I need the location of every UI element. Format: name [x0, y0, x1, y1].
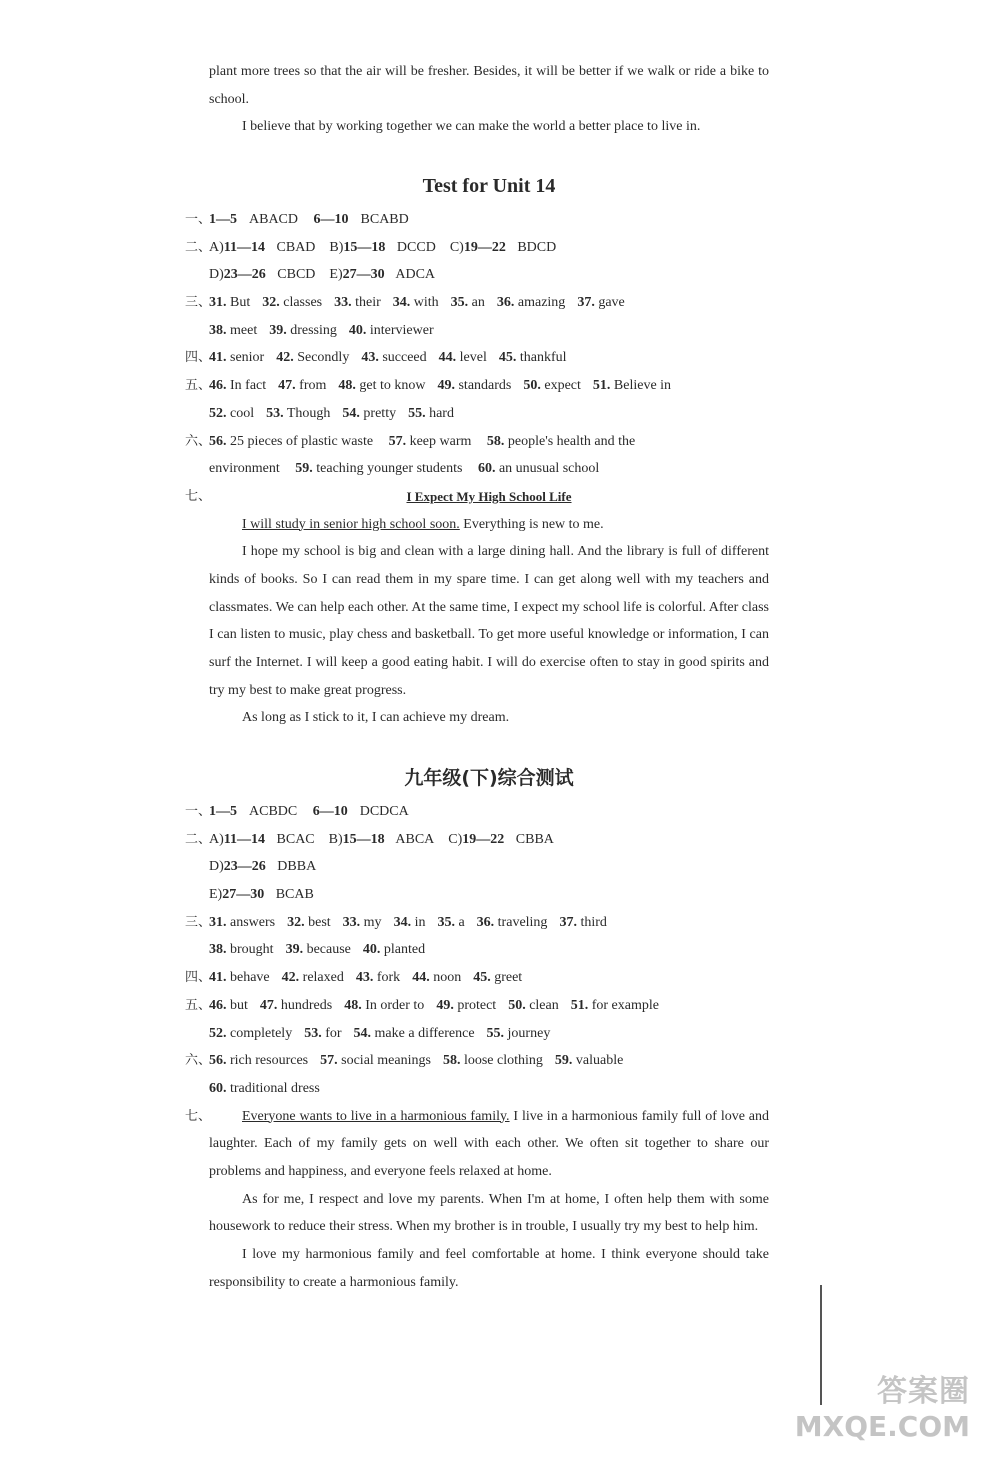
item-number: 50.	[523, 378, 541, 394]
group-prefix: C)	[448, 831, 463, 847]
essay-paragraph-1	[209, 511, 769, 539]
item-answer: behave	[226, 970, 270, 986]
unit14-part5-row2	[209, 400, 769, 428]
answer-item	[408, 406, 454, 421]
item-number: 42.	[276, 350, 294, 366]
item-answer: dressing	[286, 322, 337, 338]
answer-item	[282, 970, 344, 985]
item-answer: classes	[279, 295, 323, 311]
item-number: 34.	[393, 914, 412, 930]
answer-item	[477, 915, 548, 930]
item-number: 55.	[486, 1025, 505, 1041]
group-list	[209, 267, 435, 282]
item-number: 56.	[209, 433, 227, 449]
item-number: 52.	[209, 1025, 227, 1041]
item-number: 42.	[281, 970, 300, 986]
unit14-part2-row2	[209, 261, 769, 289]
essay-text: I live in a harmonious family full of love and laughter. Each of my family gets on well with each other. We often sit together to share our problems and happiness, and everyone feels relaxed at home.	[209, 1108, 770, 1179]
item-answer: brought	[226, 942, 274, 958]
essay-topic-sentence: I will study in senior high school soon.	[242, 516, 460, 532]
item-answer: an	[468, 295, 485, 311]
answer-item	[523, 378, 581, 393]
answer-item	[361, 350, 426, 365]
answers: ABACD	[249, 212, 299, 227]
answer-item	[209, 915, 275, 930]
group-answers: CBCD	[273, 267, 316, 283]
item-number: 59.	[295, 461, 313, 477]
item-number: 32.	[262, 295, 280, 311]
item-answer: thankful	[516, 350, 567, 366]
item-number: 38.	[209, 942, 227, 958]
answer-item	[451, 295, 485, 310]
group-list	[209, 240, 556, 255]
item-answer: an unusual school	[498, 461, 600, 477]
answer-item	[356, 970, 400, 985]
group-range: 19—22	[463, 239, 506, 255]
item-number: 44.	[412, 970, 430, 986]
part-label: 五、	[185, 378, 212, 394]
item-answer: but	[226, 997, 248, 1013]
answer-item	[571, 998, 659, 1013]
comprehensive-test-title: 九年级(下)综合测试	[404, 767, 574, 789]
item-answer: environment	[209, 461, 280, 477]
range: 1—5	[209, 212, 237, 227]
answer-item	[269, 323, 337, 338]
item-number: 48.	[344, 997, 362, 1013]
comp-part5-row2	[209, 1020, 769, 1048]
answer-item	[266, 406, 330, 421]
item-answer: Secondly	[293, 350, 350, 366]
group-prefix: D)	[209, 859, 224, 875]
item-number: 41.	[209, 350, 227, 366]
answers: BCABD	[360, 212, 409, 227]
item-answer: expect	[540, 378, 581, 394]
comp-part2-row3	[209, 881, 769, 909]
item-list	[209, 998, 659, 1013]
part-label: 三、	[185, 295, 212, 311]
unit14-section	[185, 166, 769, 732]
essay-text: Everything is new to me.	[459, 516, 604, 532]
item-list	[209, 970, 522, 985]
intro-block	[209, 58, 769, 141]
item-number: 60.	[477, 461, 496, 477]
item-list	[209, 350, 567, 365]
unit14-part4-row1	[185, 344, 769, 372]
item-answer: cool	[226, 405, 255, 421]
item-number: 45.	[473, 970, 491, 986]
item-list	[209, 406, 454, 421]
answer-item	[209, 406, 254, 421]
item-number: 39.	[285, 942, 304, 958]
answer-group	[209, 267, 315, 282]
item-list	[209, 1081, 320, 1096]
item-number: 55.	[408, 405, 426, 421]
answer-item	[499, 350, 567, 365]
answer-group	[448, 832, 554, 847]
answer-item	[437, 378, 511, 393]
item-number: 50.	[508, 997, 526, 1013]
item-answer: my	[360, 914, 382, 930]
group-answers: ADCA	[392, 267, 436, 283]
item-answer: succeed	[378, 350, 427, 366]
answer-item	[320, 1053, 431, 1068]
answer-item	[437, 915, 464, 930]
item-list	[209, 915, 607, 930]
essay-paragraph-3: As long as I stick to it, I can achieve my dream.	[242, 710, 510, 726]
item-answer: Though	[283, 405, 331, 421]
unit14-part2-row1	[185, 234, 769, 262]
answer-item	[209, 942, 274, 957]
essay-paragraph-2: I hope my school is big and clean with a large dining hall. And the library is full of different kinds of books. So I can read them in my spare time. I can get along well with my teachers and classmates. We can help each other. At the same time, I expect my school life is colorful. After class I can listen to music, play chess and basketball. To get more useful knowledge or information, I can surf the Internet. I will keep a good eating habit. I will do exercise often to stay in good spirits and try my best to make great progress.	[209, 544, 769, 698]
group-prefix: A)	[209, 831, 224, 847]
item-answer: completely	[226, 1025, 293, 1041]
answer-item	[342, 406, 396, 421]
item-answer: interviewer	[366, 322, 434, 338]
answer-group	[329, 267, 435, 282]
answer-item	[276, 350, 349, 365]
answer-group	[209, 887, 314, 902]
group-range: 11—14	[223, 239, 266, 255]
item-answer: for	[321, 1025, 342, 1041]
group-answers: BCAB	[272, 887, 314, 903]
item-number: 54.	[353, 1025, 372, 1041]
answer-item	[508, 998, 559, 1013]
answer-item	[209, 1026, 292, 1041]
answer-item	[344, 998, 424, 1013]
watermark	[795, 1366, 970, 1443]
group-range: 27—30	[222, 887, 265, 903]
part-label: 二、	[185, 831, 212, 847]
item-answer: In order to	[361, 997, 425, 1013]
unit14-part6-row2	[209, 455, 769, 483]
item-answer: in	[411, 914, 426, 930]
essay-title: I Expect My High School Life	[406, 488, 572, 504]
answer-group	[450, 240, 556, 255]
essay-topic-sentence: Everyone wants to live in a harmonious family.	[242, 1108, 510, 1124]
answer-item	[593, 378, 671, 393]
answer-item	[577, 295, 624, 310]
item-number: 33.	[334, 295, 352, 311]
answer-item	[439, 350, 487, 365]
range: 1—5	[209, 804, 237, 819]
answer-item	[497, 295, 565, 310]
group-answers: CBBA	[512, 831, 554, 847]
group-answers: DBBA	[273, 859, 317, 875]
comp-part2-row1	[185, 826, 769, 854]
answer-item	[349, 323, 434, 338]
item-answer: meet	[226, 322, 258, 338]
answers: DCDCA	[359, 804, 409, 819]
answer-item	[209, 378, 266, 393]
item-answer: In fact	[226, 378, 267, 394]
part-label: 四、	[185, 350, 212, 366]
item-number: 31.	[209, 295, 227, 311]
comp-part6-row2	[209, 1075, 769, 1103]
item-number: 49.	[437, 378, 455, 394]
part-label: 六、	[185, 433, 212, 449]
comp-part4-row1	[185, 964, 769, 992]
answer-group	[329, 240, 435, 255]
item-number: 40.	[348, 322, 367, 338]
answer-item	[278, 378, 326, 393]
unit14-title: Test for Unit 14	[422, 175, 556, 197]
item-number: 52.	[209, 405, 227, 421]
group-prefix: E)	[329, 267, 343, 283]
answer-item	[363, 942, 425, 957]
item-answer: best	[304, 914, 331, 930]
comp-part1	[185, 798, 769, 826]
item-list	[209, 942, 425, 957]
item-number: 38.	[209, 322, 227, 338]
group-list	[209, 887, 314, 902]
item-number: 43.	[355, 970, 374, 986]
item-answer: keep warm	[409, 433, 472, 449]
item-number: 57.	[388, 433, 407, 449]
answer-item	[393, 295, 439, 310]
group-prefix: B)	[329, 239, 344, 255]
item-number: 46.	[209, 378, 227, 394]
comp-part6-row1	[185, 1047, 769, 1075]
item-answer: a	[454, 914, 465, 930]
item-answer: But	[226, 295, 251, 311]
answer-item	[436, 998, 496, 1013]
item-answer: loose clothing	[460, 1053, 543, 1069]
range: 6—10	[313, 212, 349, 227]
group-answers: BDCD	[513, 239, 557, 255]
item-answer: people's health and the	[507, 433, 636, 449]
item-answer: 25 pieces of plastic waste	[230, 433, 374, 449]
item-list	[209, 323, 434, 338]
item-answer: social meanings	[337, 1053, 431, 1069]
item-number: 53.	[304, 1025, 322, 1041]
part-label: 七、	[185, 488, 212, 504]
part-label: 六、	[185, 1053, 212, 1069]
item-list	[209, 1026, 550, 1041]
item-number: 43.	[361, 350, 379, 366]
item-answer: valuable	[572, 1053, 624, 1069]
part-label: 三、	[185, 914, 212, 930]
item-answer: protect	[453, 997, 497, 1013]
answer-item	[287, 915, 331, 930]
comp-part7	[185, 1103, 770, 1297]
item-number: 48.	[338, 378, 356, 394]
unit14-part7-heading	[185, 483, 769, 511]
item-list	[209, 378, 671, 393]
item-number: 37.	[559, 914, 577, 930]
answer-item	[338, 378, 425, 393]
item-answer: pretty	[359, 405, 397, 421]
item-answer: because	[303, 942, 351, 958]
group-answers: BCAC	[273, 831, 315, 847]
comp-part3-row1	[185, 909, 769, 937]
answer-item	[209, 323, 257, 338]
item-number: 36.	[496, 295, 515, 311]
answer-item	[334, 295, 381, 310]
group-list	[209, 859, 316, 874]
part-label: 二、	[185, 239, 212, 255]
group-range: 23—26	[223, 859, 266, 875]
item-answer: with	[410, 295, 439, 311]
item-number: 58.	[442, 1053, 461, 1069]
answer-item	[304, 1026, 341, 1041]
answer-group	[209, 832, 315, 847]
item-answer: third	[576, 914, 607, 930]
group-prefix: E)	[209, 887, 223, 903]
answer-group	[209, 859, 316, 874]
item-answer: gave	[594, 295, 625, 311]
unit14-part6-row1	[185, 428, 769, 456]
answer-item	[354, 1026, 475, 1041]
answer-item	[209, 1081, 320, 1096]
answer-item	[260, 998, 332, 1013]
item-number: 34.	[392, 295, 411, 311]
group-range: 11—14	[223, 831, 266, 847]
item-answer: amazing	[514, 295, 566, 311]
item-number: 45.	[498, 350, 517, 366]
item-number: 44.	[438, 350, 457, 366]
watermark-site: MXQE.COM	[794, 1410, 970, 1443]
item-list	[209, 1053, 623, 1068]
unit14-part3-row1	[185, 289, 769, 317]
item-answer: journey	[504, 1025, 551, 1041]
part-label: 一、	[185, 804, 212, 819]
item-answer: greet	[490, 970, 523, 986]
answer-item	[209, 1053, 308, 1068]
group-prefix: A)	[209, 239, 224, 255]
answer-group	[209, 240, 315, 255]
group-range: 15—18	[343, 239, 386, 255]
range: 6—10	[312, 804, 348, 819]
part-label: 七、	[185, 1108, 212, 1124]
intro-paragraph-2: I believe that by working together we can make the world a better place to live in.	[242, 119, 701, 135]
item-number: 37.	[577, 295, 595, 311]
item-answer: standards	[454, 378, 512, 394]
answer-item	[209, 295, 250, 310]
item-answer: answers	[226, 914, 276, 930]
item-number: 41.	[209, 970, 227, 986]
watermark-logo: 答案圈	[877, 1374, 970, 1409]
group-range: 23—26	[223, 267, 266, 283]
item-number: 54.	[342, 405, 360, 421]
group-answers: ABCA	[392, 831, 435, 847]
answers: ACBDC	[249, 804, 298, 819]
comprehensive-test-section	[185, 758, 770, 1296]
answer-item	[559, 915, 606, 930]
item-answer: hard	[425, 405, 454, 421]
group-range: 19—22	[462, 831, 505, 847]
item-number: 57.	[320, 1053, 338, 1069]
group-range: 27—30	[342, 267, 385, 283]
answer-item	[555, 1053, 623, 1068]
item-answer: get to know	[355, 378, 426, 394]
item-number: 58.	[486, 433, 505, 449]
intro-paragraph-1: plant more trees so that the air will be fresher. Besides, it will be better if we walk or ride a bike to school.	[209, 64, 769, 107]
essay-paragraph-3: I love my harmonious family and feel comfortable at home. I think everyone should take responsibility to create a harmonious family.	[209, 1247, 769, 1290]
item-number: 49.	[436, 997, 454, 1013]
unit14-part3-row2	[209, 317, 769, 345]
group-answers: DCCD	[393, 239, 436, 255]
essay-paragraph-2: As for me, I respect and love my parents. When I'm at home, I often help them with some housework to reduce their stress. When my brother is in trouble, I usually try my best to help him.	[209, 1191, 769, 1235]
item-number: 36.	[476, 914, 495, 930]
item-number: 53.	[266, 405, 284, 421]
item-answer: relaxed	[299, 970, 344, 986]
item-answer: for example	[588, 997, 659, 1013]
item-list	[209, 295, 625, 310]
answer-item	[209, 350, 264, 365]
item-answer: noon	[429, 970, 462, 986]
item-number: 31.	[209, 914, 227, 930]
item-answer: rich resources	[226, 1053, 309, 1069]
item-number: 56.	[209, 1053, 227, 1069]
item-number: 47.	[259, 997, 278, 1013]
group-prefix: D)	[209, 267, 224, 283]
item-number: 40.	[362, 942, 381, 958]
unit14-part5-row1	[185, 372, 769, 400]
answer-item	[286, 942, 351, 957]
item-answer: make a difference	[371, 1025, 475, 1041]
item-number: 32.	[287, 914, 305, 930]
unit14-part1	[185, 206, 769, 234]
item-number: 60.	[209, 1080, 227, 1096]
item-answer: traveling	[494, 914, 548, 930]
item-answer: from	[295, 378, 327, 394]
comp-part3-row2	[209, 936, 769, 964]
answer-item	[394, 915, 426, 930]
answer-item	[209, 970, 270, 985]
item-answer: Believe in	[610, 378, 672, 394]
group-range: 15—18	[342, 831, 385, 847]
group-prefix: B)	[328, 831, 343, 847]
item-answer: traditional dress	[226, 1080, 320, 1096]
item-answer: clean	[525, 997, 559, 1013]
comp-part5-row1	[185, 992, 769, 1020]
answer-item	[443, 1053, 543, 1068]
item-answer: hundreds	[277, 997, 333, 1013]
item-number: 33.	[342, 914, 361, 930]
comp-part2-row2	[209, 853, 769, 881]
group-prefix: C)	[449, 239, 464, 255]
item-number: 59.	[554, 1053, 573, 1069]
item-number: 35.	[450, 295, 469, 311]
item-number: 39.	[269, 322, 287, 338]
item-answer: teaching younger students	[316, 461, 463, 477]
item-number: 47.	[278, 378, 296, 394]
item-answer: fork	[373, 970, 401, 986]
answer-item	[487, 1026, 551, 1041]
group-answers: CBAD	[273, 239, 316, 255]
answer-item	[473, 970, 522, 985]
part-label: 一、	[185, 212, 212, 227]
group-list	[209, 832, 554, 847]
item-number: 46.	[209, 997, 227, 1013]
item-number: 35.	[437, 914, 455, 930]
item-number: 51.	[570, 997, 589, 1013]
answer-item	[209, 998, 248, 1013]
essay-paragraph-1	[209, 1103, 769, 1186]
item-answer: their	[351, 295, 381, 311]
answer-group	[329, 832, 435, 847]
part-label: 四、	[185, 970, 212, 986]
part-label: 五、	[185, 997, 212, 1013]
item-number: 51.	[592, 378, 611, 394]
answer-item	[412, 970, 461, 985]
item-answer: senior	[226, 350, 265, 366]
answer-item	[343, 915, 382, 930]
item-answer: level	[456, 350, 487, 366]
answer-item	[262, 295, 322, 310]
item-answer: planted	[380, 942, 426, 958]
